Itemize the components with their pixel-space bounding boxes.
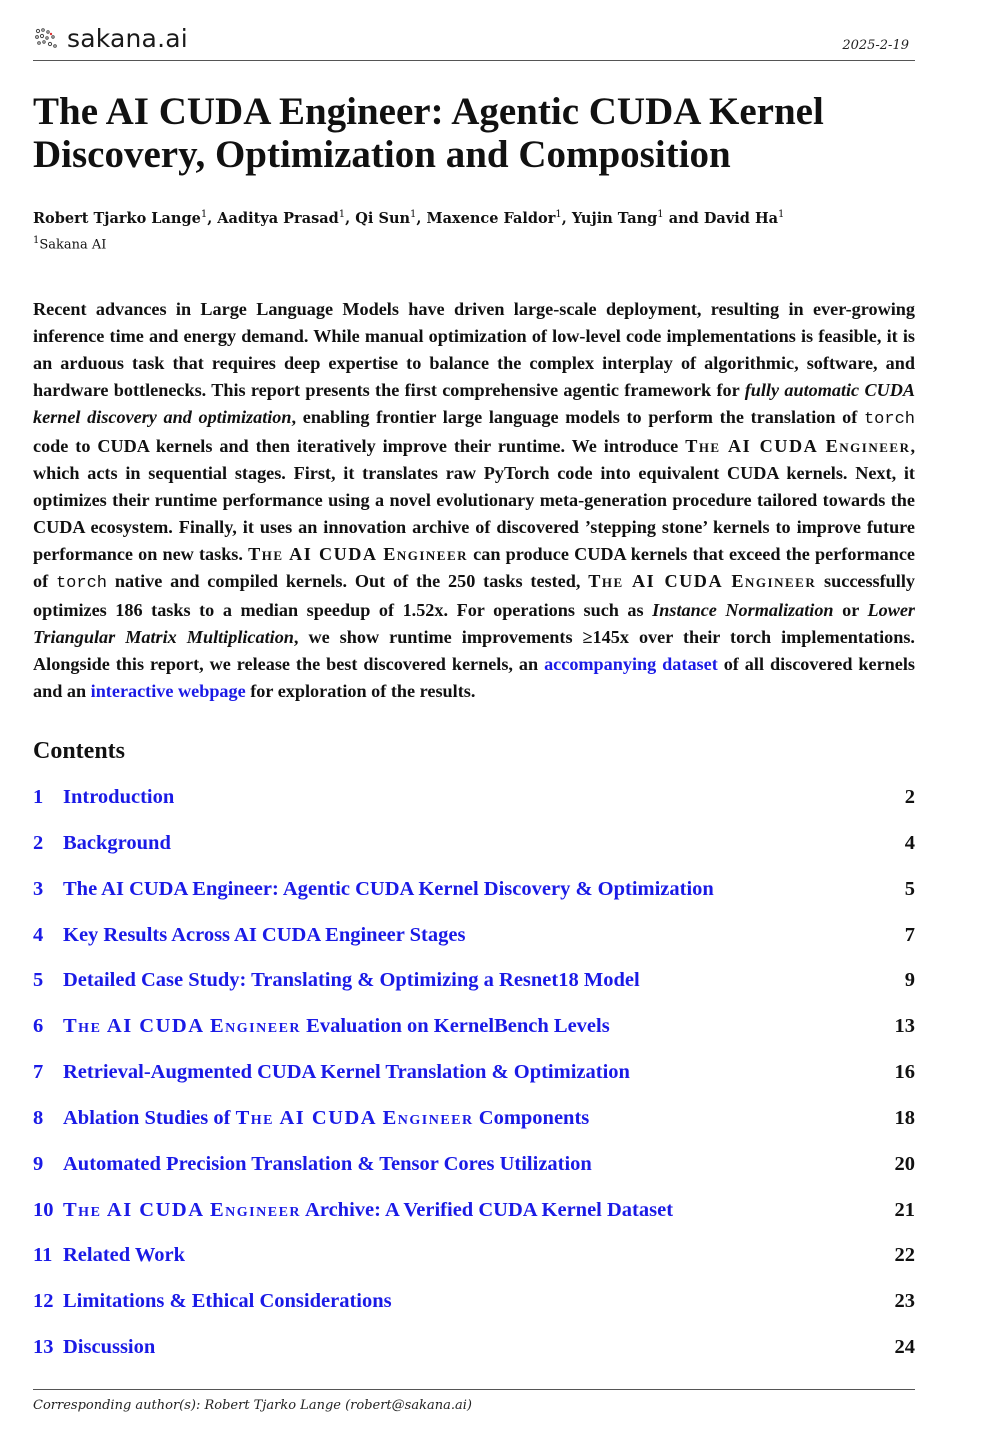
- toc-entry[interactable]: [33, 1008, 915, 1054]
- toc-entry-page: 4: [904, 831, 915, 854]
- toc-entry-link[interactable]: The AI CUDA Engineer: Agentic CUDA Kernel Discovery & Optimization: [63, 877, 714, 900]
- abstract: Recent advances in Large Language Models have driven large-scale deployment, resulting in ever-growing inference time and energy demand. While manual optimization of low-level code implementations is feasible, it is an arduous task that requires deep expertise to balance the complex interplay of algorithmic, software, and hardware bottlenecks. This report presents the first comprehensive agentic framework for fully automatic CUDA kernel discovery and optimization, enabling frontier large language models to perform the translation of torch code to CUDA kernels and then iteratively improve their runtime. We introduce The AI CUDA Engineer, which acts in sequential stages. First, it translates raw PyTorch code into equivalent CUDA kernels. Next, it optimizes their runtime performance using a novel evolutionary meta-generation procedure tailored towards the CUDA ecosystem. Finally, it uses an innovation archive of discovered ’stepping stone’ kernels to improve future performance on new tasks. The AI CUDA Engineer can produce CUDA kernels that exceed the performance of torch native and compiled kernels. Out of the 250 tasks tested, The AI CUDA Engineer successfully optimizes 186 tasks to a median speedup of 1.52x. For operations such as Instance Normalization or Lower Triangular Matrix Multiplication, we show runtime improvements ≥145x over their torch implementations. Alongside this report, we release the best discovered kernels, an accompanying dataset of all discovered kernels and an interactive webpage for exploration of the results.: [33, 299, 915, 701]
- toc-entry-number: 11: [33, 1244, 53, 1267]
- toc-entry-page: 23: [894, 1290, 915, 1313]
- dataset-link[interactable]: accompanying dataset: [544, 654, 718, 674]
- toc-entry-link[interactable]: The AI CUDA Engineer Archive: A Verified CUDA Kernel Dataset: [63, 1198, 674, 1221]
- toc-entry-page: 2: [904, 786, 915, 808]
- toc-entry-number: 3: [33, 877, 44, 900]
- toc-entry[interactable]: [33, 917, 915, 963]
- toc-entry-link[interactable]: Key Results Across AI CUDA Engineer Stages: [63, 923, 466, 946]
- toc-entry[interactable]: [33, 1100, 915, 1146]
- contents-heading: Contents: [33, 738, 126, 764]
- page-header: [33, 22, 915, 61]
- paper-title: The AI CUDA Engineer: Agentic CUDA Kernel Discovery, Optimization and Composition: [33, 90, 824, 176]
- author: Aaditya Prasad$^1$: [217, 209, 346, 227]
- toc-entry-page: 16: [894, 1061, 915, 1084]
- toc-entry-number: 1: [33, 786, 44, 808]
- toc-entry-number: 8: [33, 1106, 44, 1129]
- toc-entry-page: 13: [894, 1015, 915, 1038]
- toc-entry-page: 5: [904, 877, 915, 900]
- toc-entry-page: 18: [894, 1106, 915, 1129]
- toc-entry-page: 24: [894, 1336, 915, 1359]
- toc-entry-link[interactable]: Detailed Case Study: Translating & Optimizing a Resnet18 Model: [63, 969, 640, 992]
- toc-entry-link[interactable]: Introduction: [63, 786, 175, 808]
- toc-entry[interactable]: [33, 1237, 915, 1283]
- toc-entry-page: 9: [904, 969, 915, 992]
- toc-entry-page: 21: [894, 1198, 915, 1221]
- table-of-contents: [33, 779, 915, 1375]
- toc-entry[interactable]: [33, 1192, 915, 1238]
- toc-entry-link[interactable]: Automated Precision Translation & Tensor Cores Utilization: [63, 1152, 592, 1175]
- toc-entry-link[interactable]: Retrieval-Augmented CUDA Kernel Translation & Optimization: [63, 1061, 630, 1084]
- toc-entry-link[interactable]: The AI CUDA Engineer Evaluation on KernelBench Levels: [63, 1015, 610, 1038]
- toc-entry-page: 20: [894, 1152, 915, 1175]
- affiliation: $^1$Sakana AI: [33, 235, 107, 253]
- toc-entry[interactable]: [33, 1054, 915, 1100]
- toc-entry-link[interactable]: Discussion: [63, 1336, 156, 1359]
- toc-entry-number: 6: [33, 1015, 44, 1038]
- toc-entry-number: 7: [33, 1061, 44, 1084]
- toc-entry[interactable]: [33, 962, 915, 1008]
- toc-entry-number: 2: [33, 831, 44, 854]
- toc-entry[interactable]: [33, 1283, 915, 1329]
- toc-entry-link[interactable]: Ablation Studies of The AI CUDA Engineer Components: [63, 1106, 590, 1129]
- toc-entry[interactable]: [33, 825, 915, 871]
- toc-entry[interactable]: [33, 779, 915, 825]
- toc-entry-number: 9: [33, 1152, 44, 1175]
- fish-dots-icon: [33, 26, 59, 52]
- toc-entry-number: 12: [33, 1290, 54, 1313]
- toc-entry-number: 4: [33, 923, 44, 946]
- toc-entry[interactable]: [33, 871, 915, 917]
- toc-entry-number: 10: [33, 1198, 54, 1221]
- toc-entry-page: 22: [894, 1244, 915, 1267]
- sakana-logo[interactable]: [33, 24, 188, 53]
- toc-entry[interactable]: [33, 1146, 915, 1192]
- toc-entry-link[interactable]: Related Work: [63, 1244, 186, 1267]
- publication-date: 2025-2-19: [842, 38, 909, 53]
- toc-entry-link[interactable]: Limitations & Ethical Considerations: [63, 1290, 392, 1313]
- toc-entry[interactable]: [33, 1329, 915, 1375]
- toc-entry-number: 5: [33, 969, 44, 992]
- footer-rule: [33, 1389, 915, 1390]
- author: Qi Sun$^1$: [355, 209, 417, 227]
- author: Robert Tjarko Lange$^1$: [33, 209, 208, 227]
- toc-entry-page: 7: [904, 923, 915, 946]
- toc-entry-number: 13: [33, 1336, 54, 1359]
- author: David Ha$^1$: [703, 209, 785, 227]
- corresponding-author: Corresponding author(s): Robert Tjarko Lange (robert@sakana.ai): [33, 1398, 472, 1413]
- toc-entry-link[interactable]: Background: [63, 831, 171, 854]
- brand-name: sakana.ai: [67, 24, 188, 53]
- author: Maxence Faldor$^1$: [426, 209, 562, 227]
- webpage-link[interactable]: interactive webpage: [90, 681, 246, 701]
- author: Yujin Tang$^1$: [571, 209, 664, 227]
- author-list: Robert Tjarko Lange$^1$, Aaditya Prasad$^1$, Qi Sun$^1$, Maxence Faldor$^1$, Yujin Tang$^1$ and David Ha$^1$: [33, 209, 785, 227]
